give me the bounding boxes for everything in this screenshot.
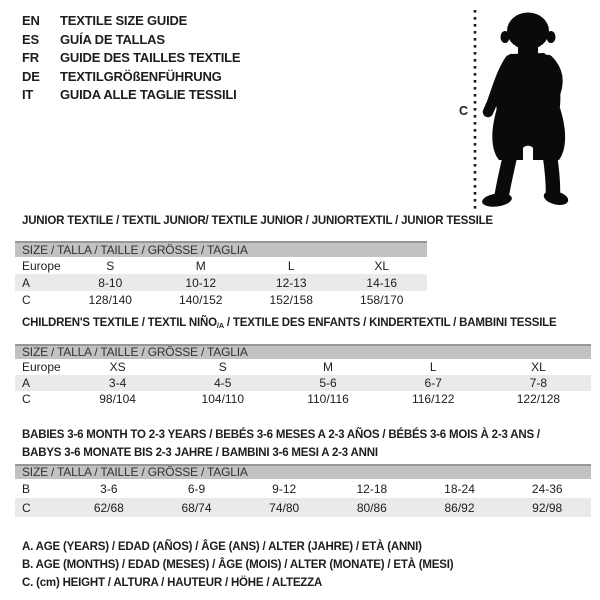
height-cell: 86/92 xyxy=(444,500,475,515)
height-cell: 104/110 xyxy=(201,392,245,406)
row-label: C xyxy=(22,500,31,515)
size-cell: M xyxy=(195,258,206,273)
table-row-height xyxy=(15,498,591,517)
table-row-height xyxy=(15,391,591,407)
language-row-es xyxy=(22,31,240,50)
age-cell: 6-7 xyxy=(424,376,442,390)
size-cell: S xyxy=(106,258,115,273)
size-cell: XL xyxy=(374,258,390,273)
row-label: A xyxy=(22,376,31,390)
junior-section-title: JUNIOR TEXTILE / TEXTIL JUNIOR/ TEXTILE JUNIOR / JUNIORTEXTIL / JUNIOR TESSILE xyxy=(22,215,493,227)
age-cell: 6-9 xyxy=(187,481,206,496)
height-cell: 74/80 xyxy=(269,500,300,515)
row-label: C xyxy=(22,392,31,406)
baby-silhouette-icon xyxy=(470,8,590,218)
row-label: C xyxy=(22,292,31,307)
size-cell: L xyxy=(429,360,437,374)
row-label: Europe xyxy=(22,258,61,273)
footnote-c: C. (cm) HEIGHT / ALTURA / HAUTEUR / HÖHE / ALTEZZA xyxy=(22,577,323,589)
age-cell: 4-5 xyxy=(214,376,232,390)
language-row-en xyxy=(22,12,240,31)
height-cell: 122/128 xyxy=(516,392,561,406)
height-measure-figure xyxy=(455,8,590,218)
age-cell: 7-8 xyxy=(529,376,548,390)
size-header-bar: SIZE / TALLA / TAILLE / GRÖSSE / TAGLIA xyxy=(15,464,591,479)
title-line-1: BABIES 3-6 MONTH TO 2-3 YEARS / BEBÉS 3-6 MESES A 2-3 AÑOS / BÉBÉS 3-6 MOIS À 2-3 ANS / xyxy=(22,429,540,441)
age-cell: 12-18 xyxy=(356,481,388,496)
height-cell: 92/98 xyxy=(532,500,563,515)
language-code: EN xyxy=(22,13,40,28)
measure-c-label: C xyxy=(459,104,469,118)
language-title: TEXTILE SIZE GUIDE xyxy=(60,13,188,28)
age-cell: 5-6 xyxy=(319,376,337,390)
age-cell: 10-12 xyxy=(185,275,217,290)
language-title: GUIDE DES TAILLES TEXTILE xyxy=(60,50,241,65)
babies-size-table xyxy=(15,464,591,517)
table-row-age xyxy=(15,274,427,291)
language-code: FR xyxy=(22,50,39,65)
language-title: TEXTILGRÖßENFÜHRUNG xyxy=(60,68,222,84)
table-row-age xyxy=(15,375,591,391)
height-cell: 116/122 xyxy=(411,392,455,406)
size-header-bar: SIZE / TALLA / TAILLE / GRÖSSE / TAGLIA xyxy=(15,344,591,359)
language-title-list xyxy=(22,12,240,105)
language-row-de xyxy=(22,68,240,87)
height-cell: 68/74 xyxy=(181,500,212,515)
row-label: A xyxy=(22,275,31,290)
age-cell: 8-10 xyxy=(98,275,123,290)
table-row-europe xyxy=(15,359,591,375)
height-cell: 80/86 xyxy=(356,500,387,515)
language-row-it xyxy=(22,86,240,105)
height-cell: 110/116 xyxy=(307,392,349,406)
junior-size-table xyxy=(15,241,427,308)
language-code: IT xyxy=(22,87,34,102)
age-cell: 12-13 xyxy=(275,275,307,290)
language-row-fr xyxy=(22,49,240,68)
height-cell: 98/104 xyxy=(99,392,136,406)
age-cell: 9-12 xyxy=(272,481,297,496)
size-cell: M xyxy=(323,360,333,374)
children-size-table xyxy=(15,344,591,407)
table-row-age-months xyxy=(15,479,591,498)
size-cell: S xyxy=(218,360,227,374)
row-label: B xyxy=(22,481,31,496)
title-text: CHILDREN'S TEXTILE / TEXTIL NIÑO xyxy=(22,317,217,329)
legend-footnotes xyxy=(22,538,453,592)
size-cell: XS xyxy=(109,360,126,374)
height-cell: 158/170 xyxy=(360,292,404,307)
table-row-height xyxy=(15,291,427,308)
title-line-2: BABYS 3-6 MONATE BIS 2-3 JAHRE / BAMBINI 3-6 MESI A 2-3 ANNI xyxy=(22,446,378,459)
table-row-europe xyxy=(15,257,427,274)
age-cell: 3-6 xyxy=(100,481,118,496)
height-cell: 152/158 xyxy=(269,292,313,307)
size-cell: L xyxy=(287,258,295,273)
size-header-bar: SIZE / TALLA / TAILLE / GRÖSSE / TAGLIA xyxy=(15,241,427,257)
language-title: GUIDA ALLE TAGLIE TESSILI xyxy=(60,87,237,102)
language-title: GUÍA DE TALLAS xyxy=(60,31,165,47)
row-label: Europe xyxy=(22,360,61,374)
age-cell: 14-16 xyxy=(366,275,398,290)
age-cell: 18-24 xyxy=(444,481,475,496)
height-cell: 62/68 xyxy=(93,500,124,515)
title-subscript: /A xyxy=(216,321,224,330)
age-cell: 3-4 xyxy=(108,376,127,390)
children-section-title xyxy=(22,317,556,330)
footnote-b: B. AGE (MONTHS) / EDAD (MESES) / ÂGE (MOIS) / ALTER (MONATE) / ETÀ (MESI) xyxy=(22,559,454,571)
footnote-a: A. AGE (YEARS) / EDAD (AÑOS) / ÂGE (ANS) / ALTER (JAHRE) / ETÀ (ANNI) xyxy=(22,541,422,553)
height-cell: 140/152 xyxy=(179,292,223,307)
language-code: ES xyxy=(22,31,39,47)
language-code: DE xyxy=(22,68,40,84)
title-text: / TEXTILE DES ENFANTS / KINDERTEXTIL / BAMBINI TESSILE xyxy=(223,317,557,329)
height-cell: 128/140 xyxy=(88,292,132,307)
size-cell: XL xyxy=(531,360,546,374)
age-cell: 24-36 xyxy=(531,481,563,496)
babies-section-title xyxy=(22,427,540,462)
